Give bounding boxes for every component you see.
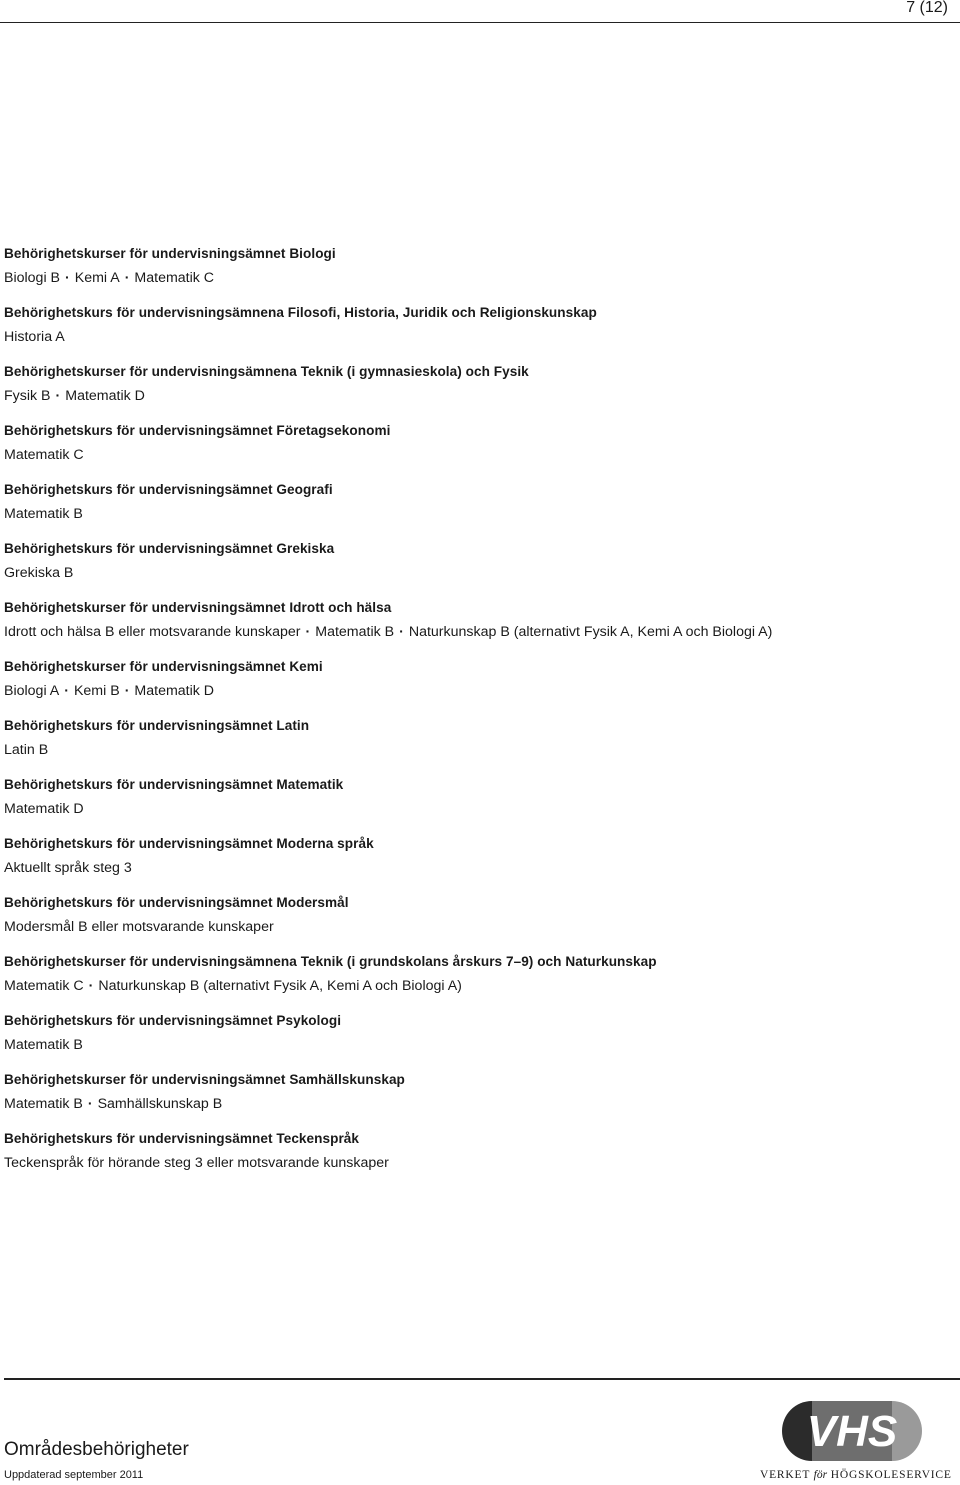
section-courses [4,856,934,880]
requirement-section [4,657,934,703]
section-courses [4,797,934,821]
section-courses [4,325,934,349]
requirement-section [4,244,934,290]
section-courses [4,1092,934,1116]
requirement-section [4,893,934,939]
course-item: Matematik B [315,624,395,640]
course-item: Teckenspråk för hörande steg 3 eller motsvarande kunskaper [4,1155,389,1171]
section-courses [4,974,934,998]
course-item: Historia A [4,329,65,345]
vhs-logo-mark-icon [760,1398,950,1468]
course-item: Kemi B [73,683,120,699]
top-rule [0,22,960,23]
course-item: Grekiska B [4,565,74,581]
footer-updated-date: Uppdaterad september 2011 [4,1469,144,1481]
section-heading: Behörighetskurser för undervisningsämnet Idrott och hälsa [4,600,392,615]
course-item: Aktuellt språk steg 3 [4,860,132,876]
section-heading: Behörighetskurser för undervisningsämnet Samhällskunskap [4,1072,405,1087]
requirement-section [4,1011,934,1057]
course-requirements-list [4,244,934,1188]
section-heading: Behörighetskurs för undervisningsämnet Matematik [4,777,344,792]
course-item: Matematik B [4,1037,83,1053]
course-separator: · [55,388,61,404]
course-separator: · [305,624,311,640]
course-item: Biologi B [4,270,60,286]
section-courses [4,502,934,526]
course-separator: · [65,270,70,286]
section-heading: Behörighetskurs för undervisningsämnet Geografi [4,482,333,497]
requirement-section [4,834,934,880]
section-courses [4,738,934,762]
course-item: Matematik B [4,1096,83,1112]
section-heading: Behörighetskurser för undervisningsämnena Teknik (i grundskolans årskurs 7–9) och Naturkunskap [4,954,657,969]
course-item: Biologi A [4,683,60,699]
requirement-section [4,303,934,349]
course-item: Naturkunskap B (alternativt Fysik A, Kemi A och Biologi A) [98,978,462,994]
requirement-section [4,716,934,762]
section-heading: Behörighetskurs för undervisningsämnet Psykologi [4,1013,342,1028]
requirement-section [4,952,934,998]
section-heading: Behörighetskurs för undervisningsämnet Företagsekonomi [4,423,391,438]
course-item: Kemi A [74,270,120,286]
course-separator: · [399,624,404,640]
requirement-section [4,362,934,408]
section-heading: Behörighetskurs för undervisningsämnet Teckenspråk [4,1131,360,1146]
course-item: Matematik B [4,506,83,522]
footer-title: Områdesbehörigheter [4,1439,189,1460]
course-item: Modersmål B eller motsvarande kunskaper [4,919,274,935]
vhs-logo-caption: VERKET för HÖGSKOLESERVICE [760,1469,952,1481]
course-separator: · [88,978,94,994]
course-item: Matematik D [134,683,215,699]
course-item: Matematik C [4,978,84,994]
section-courses [4,443,934,467]
requirement-section [4,480,934,526]
bottom-rule [4,1378,960,1380]
section-heading: Behörighetskurs för undervisningsämnet Moderna språk [4,836,374,851]
requirement-section [4,775,934,821]
section-courses [4,915,934,939]
requirement-section [4,1070,934,1116]
course-item: Latin B [4,742,49,758]
section-courses [4,1033,934,1057]
course-separator: · [124,683,130,699]
requirement-section [4,539,934,585]
course-item: Fysik B [4,388,51,404]
section-courses [4,620,934,644]
section-heading: Behörighetskurs för undervisningsämnet Latin [4,718,310,733]
requirement-section [4,598,934,644]
vhs-logo-letters: VHS [806,1407,898,1456]
section-courses [4,679,934,703]
section-heading: Behörighetskurs för undervisningsämnet Modersmål [4,895,349,910]
course-item: Naturkunskap B (alternativt Fysik A, Kemi A och Biologi A) [408,624,773,640]
section-heading: Behörighetskurser för undervisningsämnet Biologi [4,246,336,261]
course-item: Samhällskunskap B [97,1096,223,1112]
section-courses [4,384,934,408]
section-courses [4,266,934,290]
course-item: Matematik C [4,447,84,463]
page-number: 7 (12) [906,0,948,16]
section-heading: Behörighetskurs för undervisningsämnet Grekiska [4,541,335,556]
course-item: Matematik D [65,388,145,404]
course-separator: · [124,270,130,286]
course-separator: · [87,1096,93,1112]
section-courses [4,561,934,585]
section-heading: Behörighetskurs för undervisningsämnena Filosofi, Historia, Juridik och Religionskunskap [4,305,597,320]
section-courses [4,1151,934,1175]
section-heading: Behörighetskurser för undervisningsämnena Teknik (i gymnasieskola) och Fysik [4,364,529,379]
course-item: Matematik D [4,801,84,817]
course-item: Idrott och hälsa B eller motsvarande kunskaper [4,624,301,640]
course-separator: · [64,683,69,699]
vhs-logo [760,1398,950,1484]
requirement-section [4,1129,934,1175]
section-heading: Behörighetskurser för undervisningsämnet Kemi [4,659,323,674]
course-item: Matematik C [134,270,215,286]
requirement-section [4,421,934,467]
